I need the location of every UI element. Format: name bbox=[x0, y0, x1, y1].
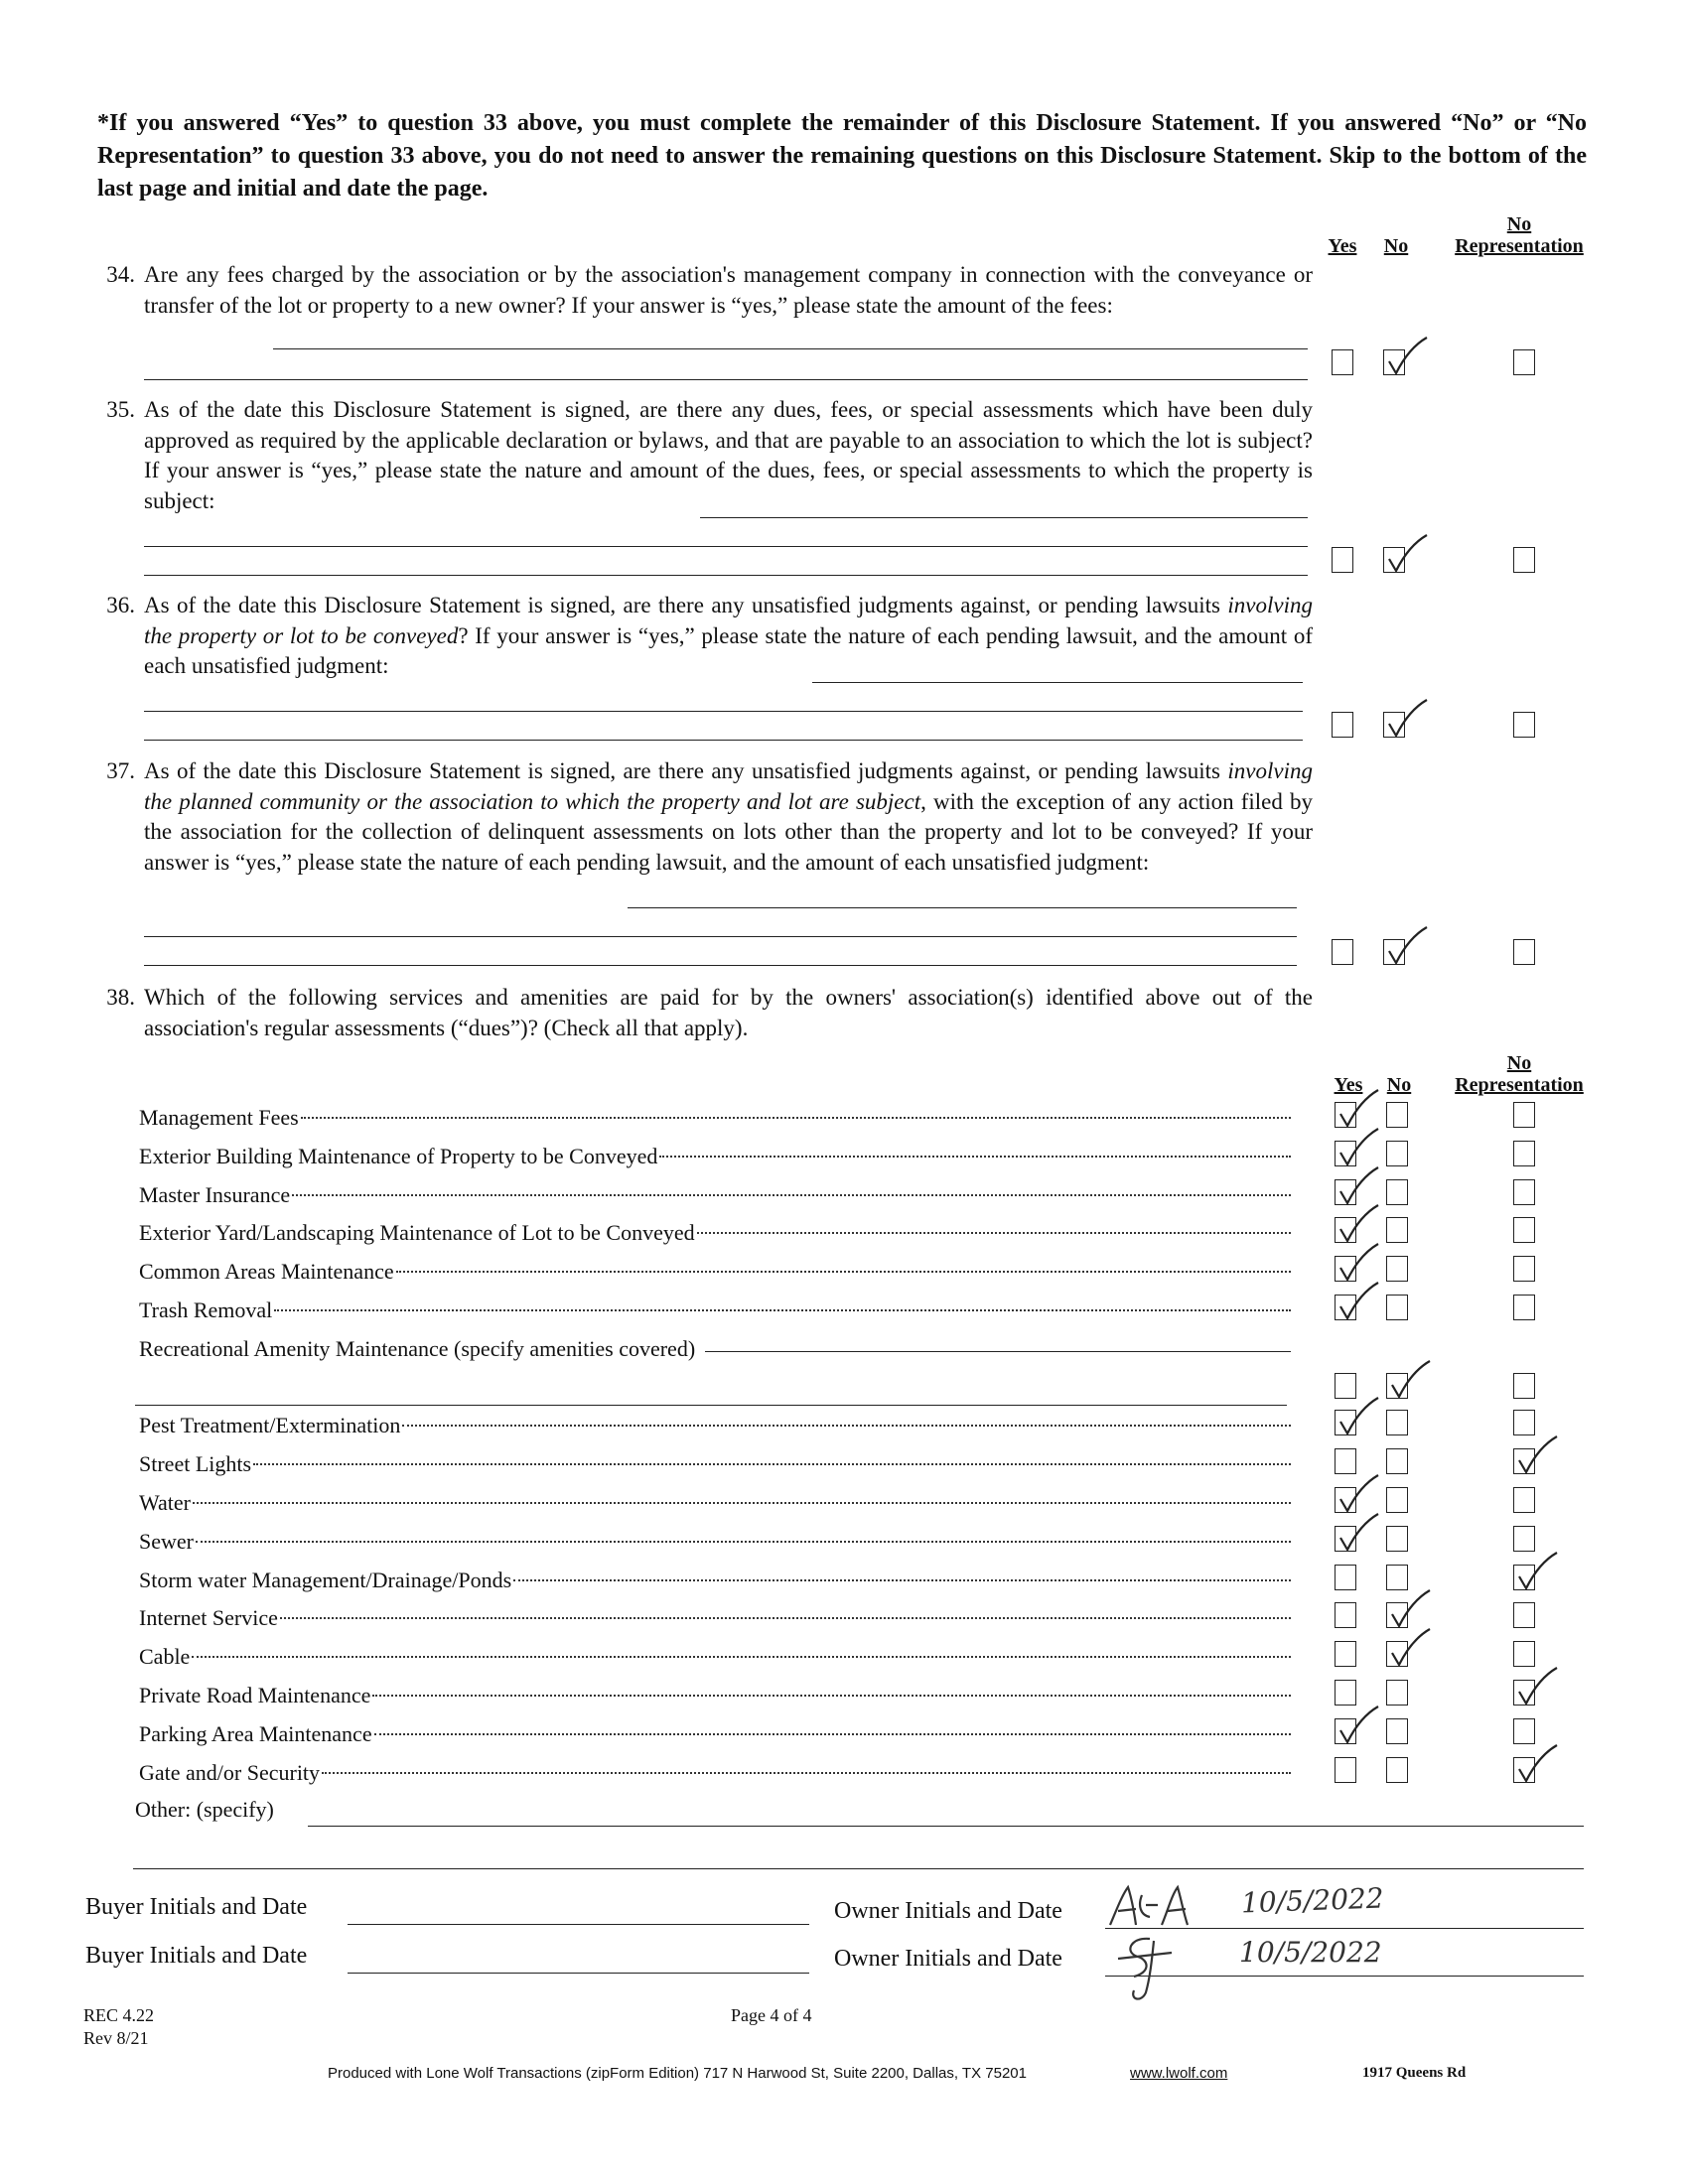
q36-yes-checkbox[interactable] bbox=[1332, 712, 1353, 738]
answer-line[interactable] bbox=[144, 936, 1297, 937]
answer-line[interactable] bbox=[144, 965, 1297, 966]
service-row bbox=[139, 1604, 1291, 1632]
check-mark-icon bbox=[1515, 1743, 1565, 1787]
service-no-checkbox[interactable] bbox=[1386, 1256, 1408, 1282]
col-header-no-rep-2: Representation bbox=[1455, 235, 1584, 257]
service-no-representation-checkbox[interactable] bbox=[1513, 1641, 1535, 1667]
service-no-representation-checkbox[interactable] bbox=[1513, 1718, 1535, 1744]
service-label: Management Fees bbox=[139, 1105, 299, 1130]
service-row bbox=[139, 1682, 1291, 1709]
col-header-no-rep-1: No bbox=[1506, 213, 1532, 235]
question-36 bbox=[91, 591, 1313, 682]
dot-leader bbox=[253, 1463, 1291, 1465]
service-yes-checkbox[interactable] bbox=[1335, 1757, 1356, 1783]
owner-date-2: 10/5/2022 bbox=[1239, 1936, 1382, 1969]
amenities-specify-line[interactable] bbox=[705, 1351, 1291, 1352]
service-yes-checkbox[interactable] bbox=[1335, 1641, 1356, 1667]
service-no-representation-checkbox[interactable] bbox=[1513, 1602, 1535, 1628]
service-row bbox=[139, 1720, 1291, 1748]
service-no-checkbox[interactable] bbox=[1386, 1410, 1408, 1435]
answer-line[interactable] bbox=[144, 546, 1308, 547]
question-38 bbox=[91, 983, 1313, 1043]
check-mark-icon bbox=[1336, 1127, 1386, 1170]
service-no-checkbox[interactable] bbox=[1386, 1680, 1408, 1706]
check-mark-icon bbox=[1336, 1396, 1386, 1439]
service-row bbox=[139, 1759, 1291, 1787]
page-number: Page 4 of 4 bbox=[731, 2005, 812, 2025]
buyer-initials-label-2: Buyer Initials and Date bbox=[85, 1943, 308, 1969]
dot-leader bbox=[301, 1117, 1291, 1119]
q35-yes-checkbox[interactable] bbox=[1332, 547, 1353, 573]
dot-leader bbox=[513, 1579, 1291, 1581]
service-yes-checkbox[interactable] bbox=[1335, 1373, 1356, 1399]
q34-yes-checkbox[interactable] bbox=[1332, 349, 1353, 375]
service-label: Exterior Yard/Landscaping Maintenance of Lot to be Conveyed bbox=[139, 1220, 695, 1246]
other-specify-label: Other: (specify) bbox=[135, 1797, 274, 1822]
check-mark-icon bbox=[1388, 1588, 1438, 1632]
check-mark-icon bbox=[1336, 1473, 1386, 1517]
service-no-representation-checkbox[interactable] bbox=[1513, 1102, 1535, 1128]
service-row bbox=[139, 1489, 1291, 1517]
question-37 bbox=[91, 756, 1313, 878]
question-35 bbox=[91, 395, 1313, 516]
q35-no-representation-checkbox[interactable] bbox=[1513, 547, 1535, 573]
question-text: Are any fees charged by the association or by the association's management company in connection with the conveyance or transfer of the lot or property to a new owner? If your answer is “yes,” please state the amount of the fees: bbox=[144, 262, 1313, 318]
question-text: As of the date this Disclosure Statement is signed, are there any dues, fees, or special assessments which have been duly approved as required by the applicable declaration or bylaws, and that are payable to an association to which the lot is subject? If your answer is “yes,” please state the nature and amount of the dues, fees, or special assessments to which the property is subject: bbox=[144, 397, 1313, 513]
col-header-no: No bbox=[1383, 235, 1409, 257]
service-row bbox=[139, 1643, 1291, 1671]
check-mark-icon bbox=[1515, 1551, 1565, 1594]
service-no-checkbox[interactable] bbox=[1386, 1565, 1408, 1590]
service-label: Master Insurance bbox=[139, 1181, 291, 1207]
col-header-no: No bbox=[1386, 1074, 1412, 1096]
dot-leader bbox=[280, 1617, 1291, 1619]
col-header-yes: Yes bbox=[1328, 235, 1357, 257]
service-row bbox=[139, 1297, 1291, 1324]
service-row bbox=[139, 1567, 1291, 1594]
service-label: Parking Area Maintenance bbox=[139, 1720, 372, 1746]
service-no-representation-checkbox[interactable] bbox=[1513, 1526, 1535, 1552]
service-no-checkbox[interactable] bbox=[1386, 1757, 1408, 1783]
dot-leader bbox=[193, 1502, 1291, 1504]
service-no-checkbox[interactable] bbox=[1386, 1487, 1408, 1513]
service-label: Pest Treatment/Extermination bbox=[139, 1413, 401, 1438]
dot-leader bbox=[192, 1656, 1291, 1658]
property-address: 1917 Queens Rd bbox=[1362, 2065, 1467, 2081]
question-34 bbox=[91, 260, 1313, 321]
dot-leader bbox=[322, 1772, 1291, 1774]
answer-line[interactable] bbox=[628, 907, 1297, 908]
check-mark-icon bbox=[1336, 1242, 1386, 1286]
service-row bbox=[139, 1528, 1291, 1556]
owner-initials-label-2: Owner Initials and Date bbox=[834, 1946, 1062, 1972]
service-label: Trash Removal bbox=[139, 1297, 273, 1322]
service-yes-checkbox[interactable] bbox=[1335, 1448, 1356, 1474]
service-label: Internet Service bbox=[139, 1605, 278, 1631]
col-header-yes: Yes bbox=[1334, 1074, 1363, 1096]
question-text: As of the date this Disclosure Statement is signed, are there any unsatisfied judgments against, or pending lawsuits involving the planned community or the association to which the property and lot are subject, with the exception of any action filed by the association for the collection of delinquent assessments on lots other than the property and lot to be conveyed? If your answer is “yes,” please state the nature of each pending lawsuit, and the amount of each unsatisfied judgment: bbox=[144, 758, 1314, 875]
buyer-initials-label-1: Buyer Initials and Date bbox=[85, 1894, 308, 1920]
service-no-representation-checkbox[interactable] bbox=[1513, 1179, 1535, 1205]
check-mark-icon bbox=[1336, 1281, 1386, 1324]
check-mark-icon bbox=[1385, 925, 1435, 969]
form-id: REC 4.22 bbox=[83, 2005, 155, 2025]
col-header-no-rep-2: Representation bbox=[1455, 1074, 1584, 1096]
service-label: Cable bbox=[139, 1644, 191, 1670]
service-label: Storm water Management/Drainage/Ponds bbox=[139, 1567, 512, 1592]
buyer-initials-line-1[interactable] bbox=[348, 1924, 809, 1925]
check-mark-icon bbox=[1336, 1203, 1386, 1247]
q37-yes-checkbox[interactable] bbox=[1332, 939, 1353, 965]
service-row bbox=[139, 1143, 1291, 1170]
owner-initials-signature-1 bbox=[1102, 1881, 1201, 1931]
check-mark-icon bbox=[1388, 1627, 1438, 1671]
service-row bbox=[139, 1219, 1291, 1247]
dot-leader bbox=[372, 1695, 1291, 1697]
buyer-initials-line-2[interactable] bbox=[348, 1973, 809, 1974]
service-no-checkbox[interactable] bbox=[1386, 1295, 1408, 1320]
check-mark-icon bbox=[1515, 1666, 1565, 1709]
service-label: Exterior Building Maintenance of Property to be Conveyed bbox=[139, 1143, 658, 1168]
check-mark-icon bbox=[1336, 1512, 1386, 1556]
dot-leader bbox=[374, 1733, 1291, 1735]
service-row bbox=[139, 1104, 1291, 1132]
check-mark-icon bbox=[1336, 1705, 1386, 1748]
service-label: Recreational Amenity Maintenance (specify amenities covered) bbox=[139, 1335, 696, 1361]
service-label: Private Road Maintenance bbox=[139, 1683, 371, 1707]
service-no-checkbox[interactable] bbox=[1386, 1217, 1408, 1243]
dot-leader bbox=[402, 1425, 1291, 1427]
dot-leader bbox=[274, 1309, 1291, 1311]
answer-line[interactable] bbox=[144, 379, 1308, 380]
q37-no-representation-checkbox[interactable] bbox=[1513, 939, 1535, 965]
service-no-checkbox[interactable] bbox=[1386, 1448, 1408, 1474]
service-no-checkbox[interactable] bbox=[1386, 1141, 1408, 1166]
service-no-representation-checkbox[interactable] bbox=[1513, 1217, 1535, 1243]
answer-line[interactable] bbox=[700, 517, 1308, 518]
q34-no-representation-checkbox[interactable] bbox=[1513, 349, 1535, 375]
service-row bbox=[139, 1412, 1291, 1439]
service-no-representation-checkbox[interactable] bbox=[1513, 1373, 1535, 1399]
other-specify-line[interactable] bbox=[308, 1826, 1584, 1827]
service-label: Gate and/or Security bbox=[139, 1759, 321, 1785]
question-text: As of the date this Disclosure Statement is signed, are there any unsatisfied judgments against, or pending lawsuits involving the property or lot to be conveyed? If your answer is “yes,” please state the nature of each pending lawsuit, and the amount of each unsatisfied judgment: bbox=[144, 593, 1314, 678]
answer-line[interactable] bbox=[144, 575, 1308, 576]
check-mark-icon bbox=[1388, 1359, 1438, 1403]
question-text: Which of the following services and amenities are paid for by the owners' association(s) identified above out of the association's regular assessments (“dues”)? (Check all that apply). bbox=[144, 985, 1313, 1040]
service-yes-checkbox[interactable] bbox=[1335, 1565, 1356, 1590]
service-label: Common Areas Maintenance bbox=[139, 1259, 394, 1285]
service-yes-checkbox[interactable] bbox=[1335, 1602, 1356, 1628]
service-no-checkbox[interactable] bbox=[1386, 1718, 1408, 1744]
answer-line[interactable] bbox=[144, 711, 1303, 712]
owner-initials-signature-2 bbox=[1110, 1931, 1199, 2005]
intro-instructions: *If you answered “Yes” to question 33 above, you must complete the remainder of this Disclosure Statement. If you answered “No” or “No Representation” to question 33 above, you do not need to answer the remaining questions on this Disclosure Statement. Skip to the bottom of the last page and initial and date the page. bbox=[97, 110, 1587, 202]
question-number: 37. bbox=[106, 758, 135, 783]
amenities-specify-line[interactable] bbox=[135, 1405, 1287, 1406]
check-mark-icon bbox=[1336, 1165, 1386, 1209]
check-mark-icon bbox=[1385, 336, 1435, 379]
dot-leader bbox=[396, 1271, 1291, 1273]
other-specify-line[interactable] bbox=[133, 1868, 1584, 1869]
service-label: Water bbox=[139, 1490, 191, 1515]
service-row bbox=[139, 1181, 1291, 1209]
producer-note: Produced with Lone Wolf Transactions (zipForm Edition) 717 N Harwood St, Suite 2200, Dallas, TX 75201 bbox=[328, 2065, 1027, 2082]
check-mark-icon bbox=[1515, 1434, 1565, 1478]
service-no-checkbox[interactable] bbox=[1386, 1179, 1408, 1205]
service-no-checkbox[interactable] bbox=[1386, 1102, 1408, 1128]
question-number: 34. bbox=[106, 262, 135, 287]
producer-url[interactable]: www.lwolf.com bbox=[1130, 2065, 1228, 2082]
answer-line[interactable] bbox=[812, 682, 1303, 683]
service-label: Street Lights bbox=[139, 1451, 252, 1477]
service-no-representation-checkbox[interactable] bbox=[1513, 1295, 1535, 1320]
owner-initials-label-1: Owner Initials and Date bbox=[834, 1898, 1062, 1924]
service-no-representation-checkbox[interactable] bbox=[1513, 1410, 1535, 1435]
service-yes-checkbox[interactable] bbox=[1335, 1680, 1356, 1706]
dot-leader bbox=[196, 1541, 1291, 1543]
check-mark-icon bbox=[1336, 1088, 1386, 1132]
form-revision: Rev 8/21 bbox=[83, 2028, 149, 2048]
dot-leader bbox=[292, 1194, 1291, 1196]
dot-leader bbox=[659, 1156, 1291, 1158]
check-mark-icon bbox=[1385, 698, 1435, 742]
service-row bbox=[139, 1335, 1291, 1363]
service-no-representation-checkbox[interactable] bbox=[1513, 1141, 1535, 1166]
dot-leader bbox=[697, 1232, 1291, 1234]
question-number: 35. bbox=[106, 397, 135, 422]
service-row bbox=[139, 1258, 1291, 1286]
service-row bbox=[139, 1450, 1291, 1478]
service-no-representation-checkbox[interactable] bbox=[1513, 1256, 1535, 1282]
check-mark-icon bbox=[1385, 533, 1435, 577]
answer-line[interactable] bbox=[144, 740, 1303, 741]
service-no-checkbox[interactable] bbox=[1386, 1526, 1408, 1552]
col-header-no-rep-1: No bbox=[1506, 1052, 1532, 1074]
question-number: 36. bbox=[106, 593, 135, 617]
question-number: 38. bbox=[106, 985, 135, 1010]
service-label: Sewer bbox=[139, 1528, 194, 1554]
q36-no-representation-checkbox[interactable] bbox=[1513, 712, 1535, 738]
owner-date-1: 10/5/2022 bbox=[1240, 1881, 1385, 1920]
answer-line[interactable] bbox=[273, 348, 1308, 349]
service-no-representation-checkbox[interactable] bbox=[1513, 1487, 1535, 1513]
